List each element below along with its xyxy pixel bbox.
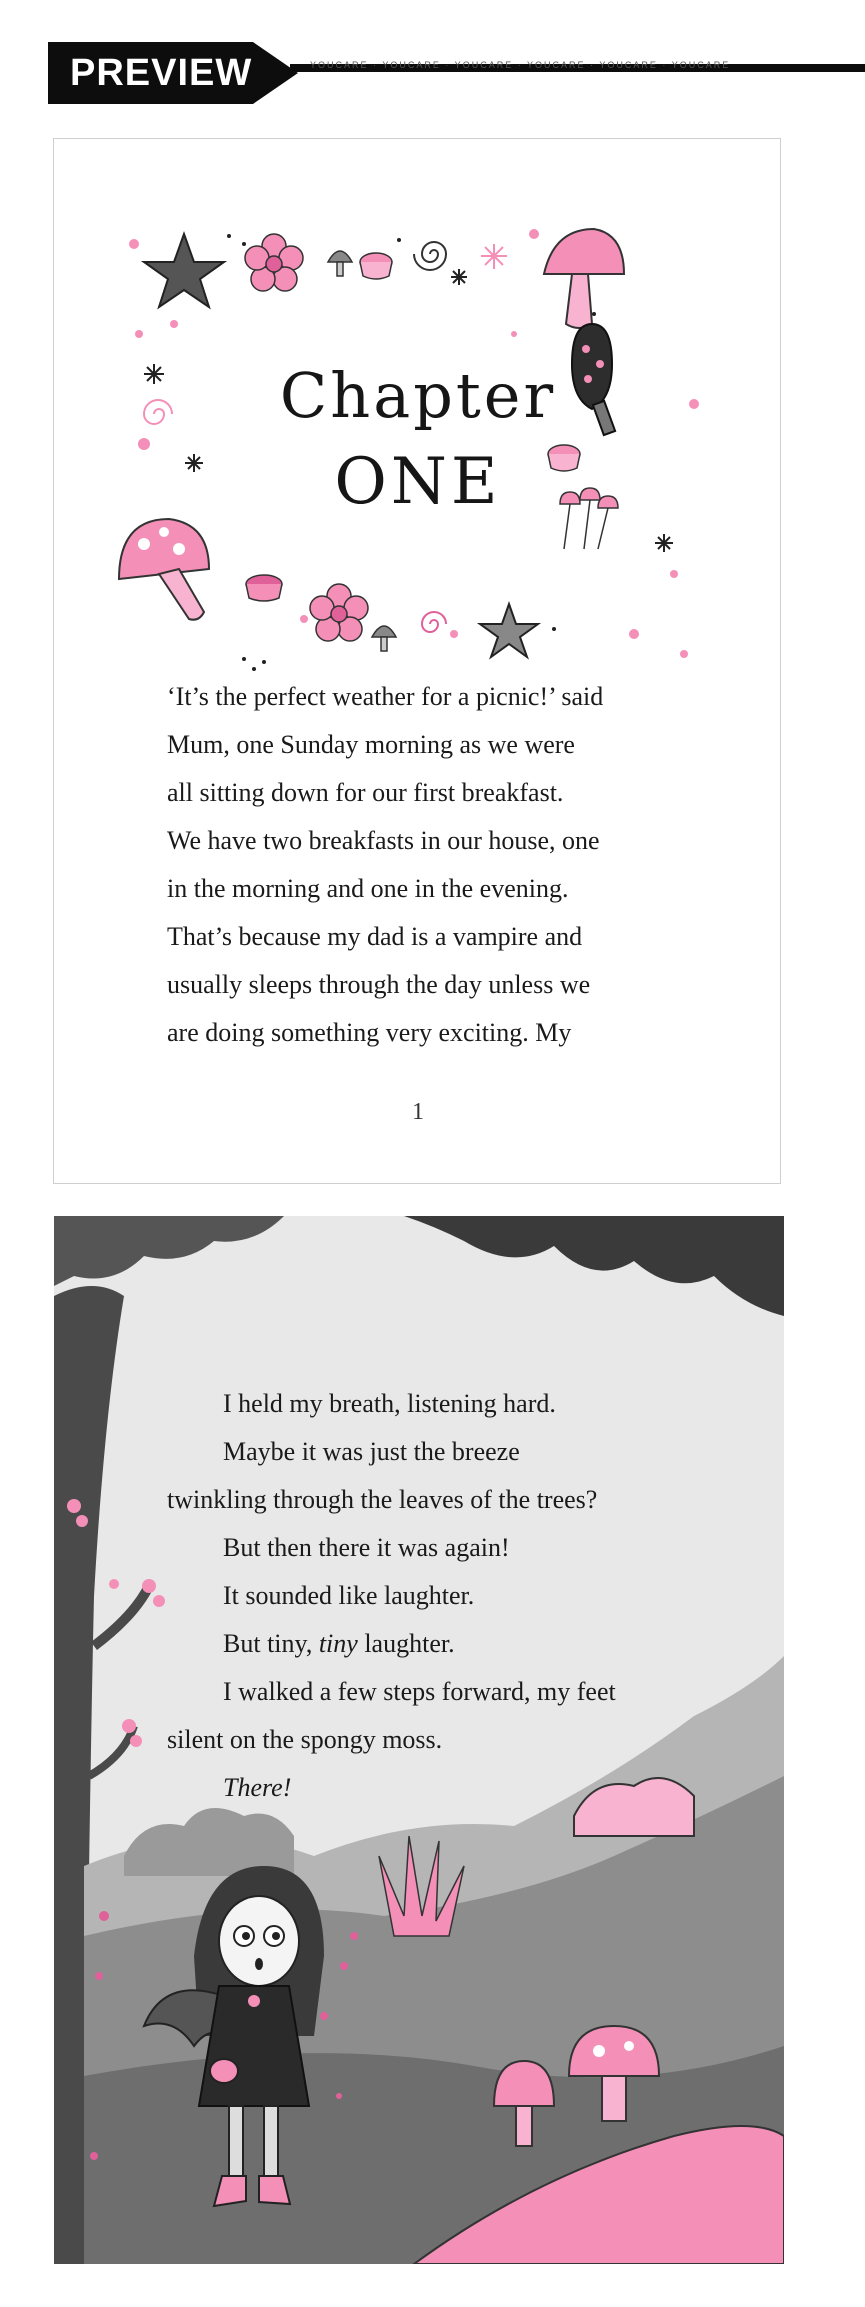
asterisk-icon	[451, 269, 467, 285]
preview-line-text: YOUCARE · YOUCARE · YOUCARE · YOUCARE · YOUCARE · YOUCARE	[310, 60, 731, 70]
spiral-icon	[422, 612, 446, 632]
text-line: all sitting down for our first breakfast.	[167, 778, 564, 807]
chapter-title: Chapter	[279, 359, 557, 432]
text-line: ‘It’s the perfect weather for a picnic!’ said	[167, 682, 604, 711]
star-icon	[144, 234, 224, 307]
text-line: usually sleeps through the day unless we	[167, 970, 591, 999]
book-page-1	[53, 138, 781, 1184]
preview-banner	[0, 0, 865, 130]
text-line: Maybe it was just the breeze	[223, 1437, 520, 1466]
spiral-icon	[414, 242, 446, 270]
page-1-body-text	[167, 673, 727, 1057]
preview-label: PREVIEW	[70, 52, 253, 94]
star-icon	[480, 604, 538, 657]
text-line: There!	[223, 1773, 292, 1802]
text-line: twinkling through the leaves of the trees?	[167, 1485, 598, 1514]
chapter-number: ONE	[334, 445, 502, 519]
asterisk-icon	[655, 534, 673, 552]
book-page-2	[54, 1216, 784, 2264]
text-line: But then there it was again!	[223, 1533, 510, 1562]
text-line: It sounded like laughter.	[223, 1581, 475, 1610]
text-line: That’s because my dad is a vampire and	[167, 922, 583, 951]
text-line: are doing something very exciting. My	[167, 1018, 572, 1047]
flower-icon	[245, 234, 303, 291]
cup-icon	[246, 575, 282, 601]
page-number: 1	[412, 1099, 424, 1125]
mushroom-icon	[119, 519, 209, 620]
text-line	[167, 1620, 767, 1668]
mushroom-icon	[544, 229, 624, 328]
mushroom-icon	[372, 626, 396, 651]
text-fragment: But tiny,	[223, 1629, 319, 1658]
text-line: in the morning and one in the evening.	[167, 874, 569, 903]
text-fragment-italic: tiny	[318, 1629, 358, 1658]
text-line: I walked a few steps forward, my feet	[223, 1677, 616, 1706]
sparkle-icon	[481, 244, 507, 269]
text-fragment: laughter.	[357, 1629, 455, 1658]
flower-icon	[310, 584, 368, 641]
text-line: Mum, one Sunday morning as we were	[167, 730, 575, 759]
text-line: I held my breath, listening hard.	[223, 1389, 556, 1418]
text-line: We have two breakfasts in our house, one	[167, 826, 600, 855]
page-2-body-text	[167, 1380, 767, 1812]
text-line: silent on the spongy moss.	[167, 1725, 443, 1754]
mushroom-icon	[328, 251, 352, 276]
cup-icon	[360, 253, 392, 279]
